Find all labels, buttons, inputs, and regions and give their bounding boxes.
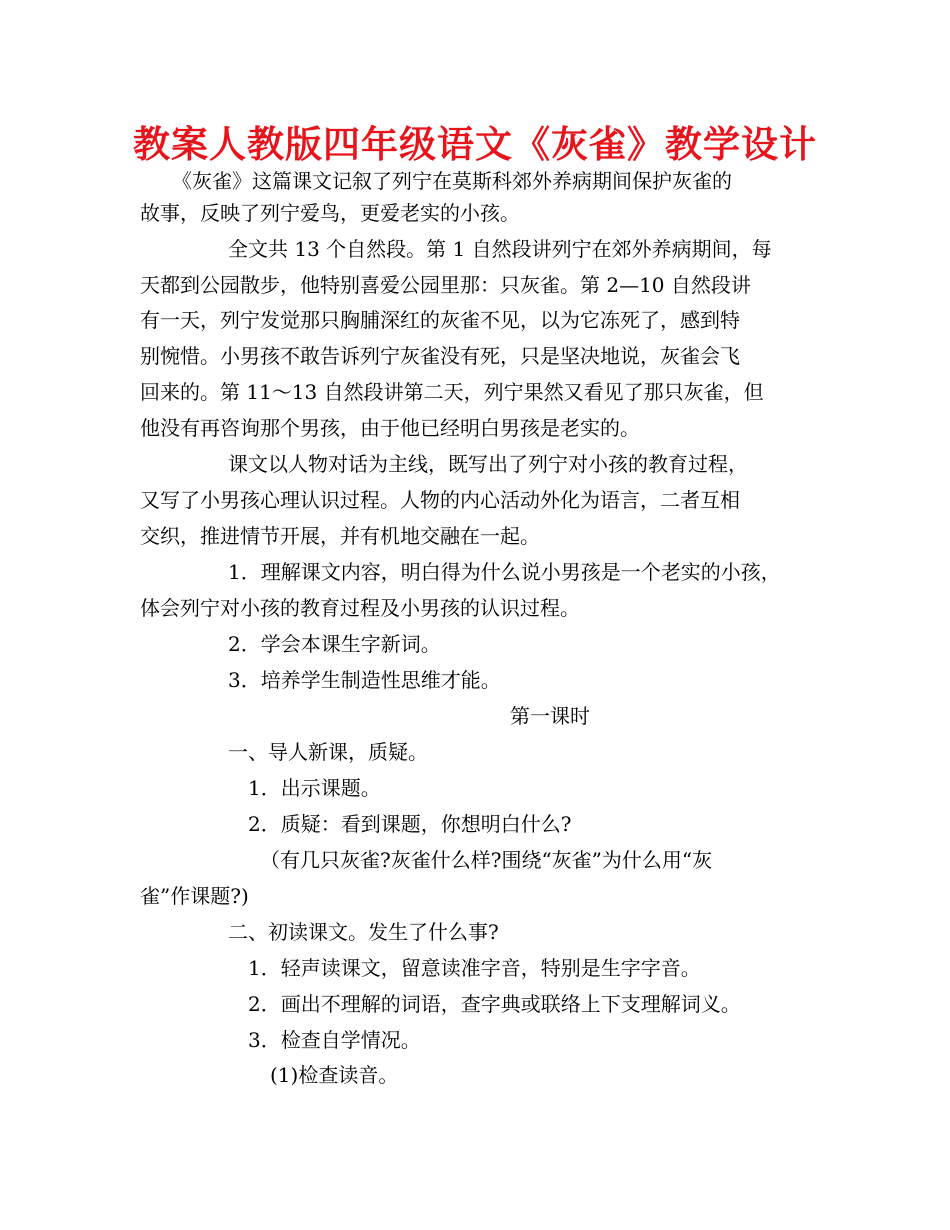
- objective-line: 体会列宁对小孩的教育过程及小男孩的认识过程。: [140, 596, 580, 620]
- section-heading: 第一课时: [510, 704, 590, 728]
- paragraph-line: 又写了小男孩心理认识过程。人物的内心活动外化为语言，二者互相: [140, 488, 740, 512]
- step-note: 雀”作课题?): [140, 884, 249, 908]
- paragraph-line: 别惋惜。小男孩不敢告诉列宁灰雀没有死，只是坚决地说，灰雀会飞: [140, 344, 740, 368]
- step-heading: 一、导人新课，质疑。: [228, 740, 428, 764]
- step-heading: 二、初读课文。发生了什么事?: [228, 920, 499, 944]
- objective-line: 1．理解课文内容，明白得为什么说小男孩是一个老实的小孩，: [228, 560, 781, 584]
- document-title: 教案人教版四年级语文《灰雀》教学设计: [133, 123, 817, 166]
- paragraph-line: 他没有再咨询那个男孩，由于他已经明白男孩是老实的。: [140, 416, 640, 440]
- paragraph-line: 交织，推进情节开展，并有机地交融在一起。: [140, 524, 540, 548]
- step-item: 3．检查自学情况。: [248, 1028, 421, 1052]
- paragraph-line: 故事，反映了列宁爱鸟，更爱老实的小孩。: [140, 201, 520, 225]
- paragraph-line: 回来的。第 11～13 自然段讲第二天，列宁果然又看见了那只灰雀，但: [140, 380, 764, 404]
- step-item: 2．画出不理解的词语，查字典或联络上下支理解词义。: [248, 992, 741, 1016]
- step-item: 1．出示课题。: [248, 776, 381, 800]
- objective-line: 3．培养学生制造性思维才能。: [228, 668, 501, 692]
- step-item: 1．轻声读课文，留意读准字音，特别是生字字音。: [248, 956, 701, 980]
- paragraph-line: 课文以人物对话为主线，既写出了列宁对小孩的教育过程，: [228, 452, 748, 476]
- paragraph-line: 有一天，列宁发觉那只胸脯深红的灰雀不见，以为它冻死了，感到特: [140, 308, 740, 332]
- step-note: （有几只灰雀?灰雀什么样?围绕“灰雀”为什么用“灰: [260, 848, 713, 872]
- paragraph-line: 全文共 13 个自然段。第 1 自然段讲列宁在郊外养病期间，每: [228, 237, 772, 261]
- objective-line: 2．学会本课生字新词。: [228, 632, 441, 656]
- paragraph-line: 天都到公园散步，他特别喜爱公园里那：只灰雀。第 2—10 自然段讲: [140, 273, 751, 297]
- step-subitem: (1)检查读音。: [270, 1063, 399, 1087]
- paragraph-line: 《灰雀》这篇课文记叙了列宁在莫斯科郊外养病期间保护灰雀的: [172, 169, 732, 193]
- step-item: 2．质疑：看到课题，你想明白什么?: [248, 812, 572, 836]
